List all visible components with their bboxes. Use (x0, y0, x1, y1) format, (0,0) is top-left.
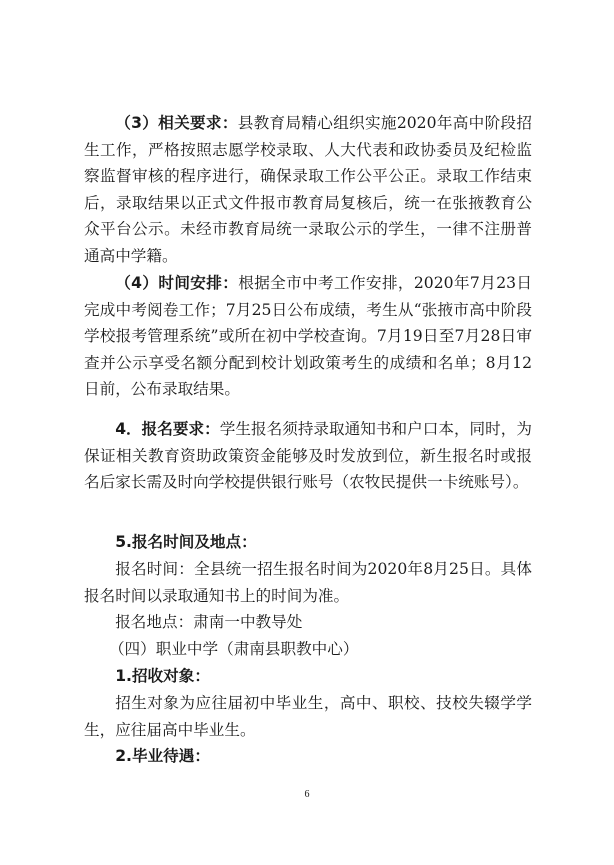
schedule-text: 根据全市中考工作安排，2020年7月23日完成中考阅卷工作；7月25日公布成绩，考生从“张掖市高中阶段学校报考管理系统”或所在初中学校查询。7月19日至7月28日审查并公示享受名额分配到校计划政策考生的成绩和名单；8月12日前，公布录取结果。 (84, 274, 533, 399)
heading-vocational-school: （四）职业中学（肃南县职教中心） (108, 640, 359, 658)
paragraph-registration-time: 报名时间：全县统一招生报名时间为2020年8月25日。具体报名时间以录取通知书上的时间为准。 (84, 560, 532, 605)
schedule-label: （4）时间安排： (115, 274, 239, 292)
heading-registration-time-place: 5.报名时间及地点： (115, 533, 257, 551)
requirements-text: 县教育局精心组织实施2020年高中阶段招生工作，严格按照志愿学校录取、人大代表和政协委员及纪检监察监督审核的程序进行，确保录取工作公平公正。录取工作结束后，录取结果以正式文件报市教育局复核后，统一在张掖教育公众平台公示。未经市教育局统一录取公示的学生，一律不注册普通高中学籍。 (84, 114, 532, 265)
page-number: 6 (304, 789, 310, 800)
requirements-label: （3）相关要求： (115, 114, 238, 132)
registration-requirements-text: 学生报名须持录取通知书和户口本，同时，为保证相关教育资助政策资金能够及时发放到位，新生报名时或报名后家长需及时向学校提供银行账号（农牧民提供一卡统账号）。 (84, 420, 532, 492)
paragraph-registration-requirements (84, 416, 532, 496)
paragraph-requirements (84, 110, 532, 270)
heading-graduate-benefits: 2.毕业待遇： (115, 747, 210, 765)
registration-requirements-label: 4．报名要求： (115, 420, 220, 438)
heading-enrollment-targets: 1.招收对象： (115, 667, 210, 685)
paragraph-schedule (84, 270, 532, 403)
paragraph-enrollment-targets: 招生对象为应往届初中毕业生，高中、职校、技校失辍学学生，应往届高中毕业生。 (84, 694, 532, 739)
paragraph-registration-place: 报名地点：肃南一中教导处 (115, 613, 303, 631)
